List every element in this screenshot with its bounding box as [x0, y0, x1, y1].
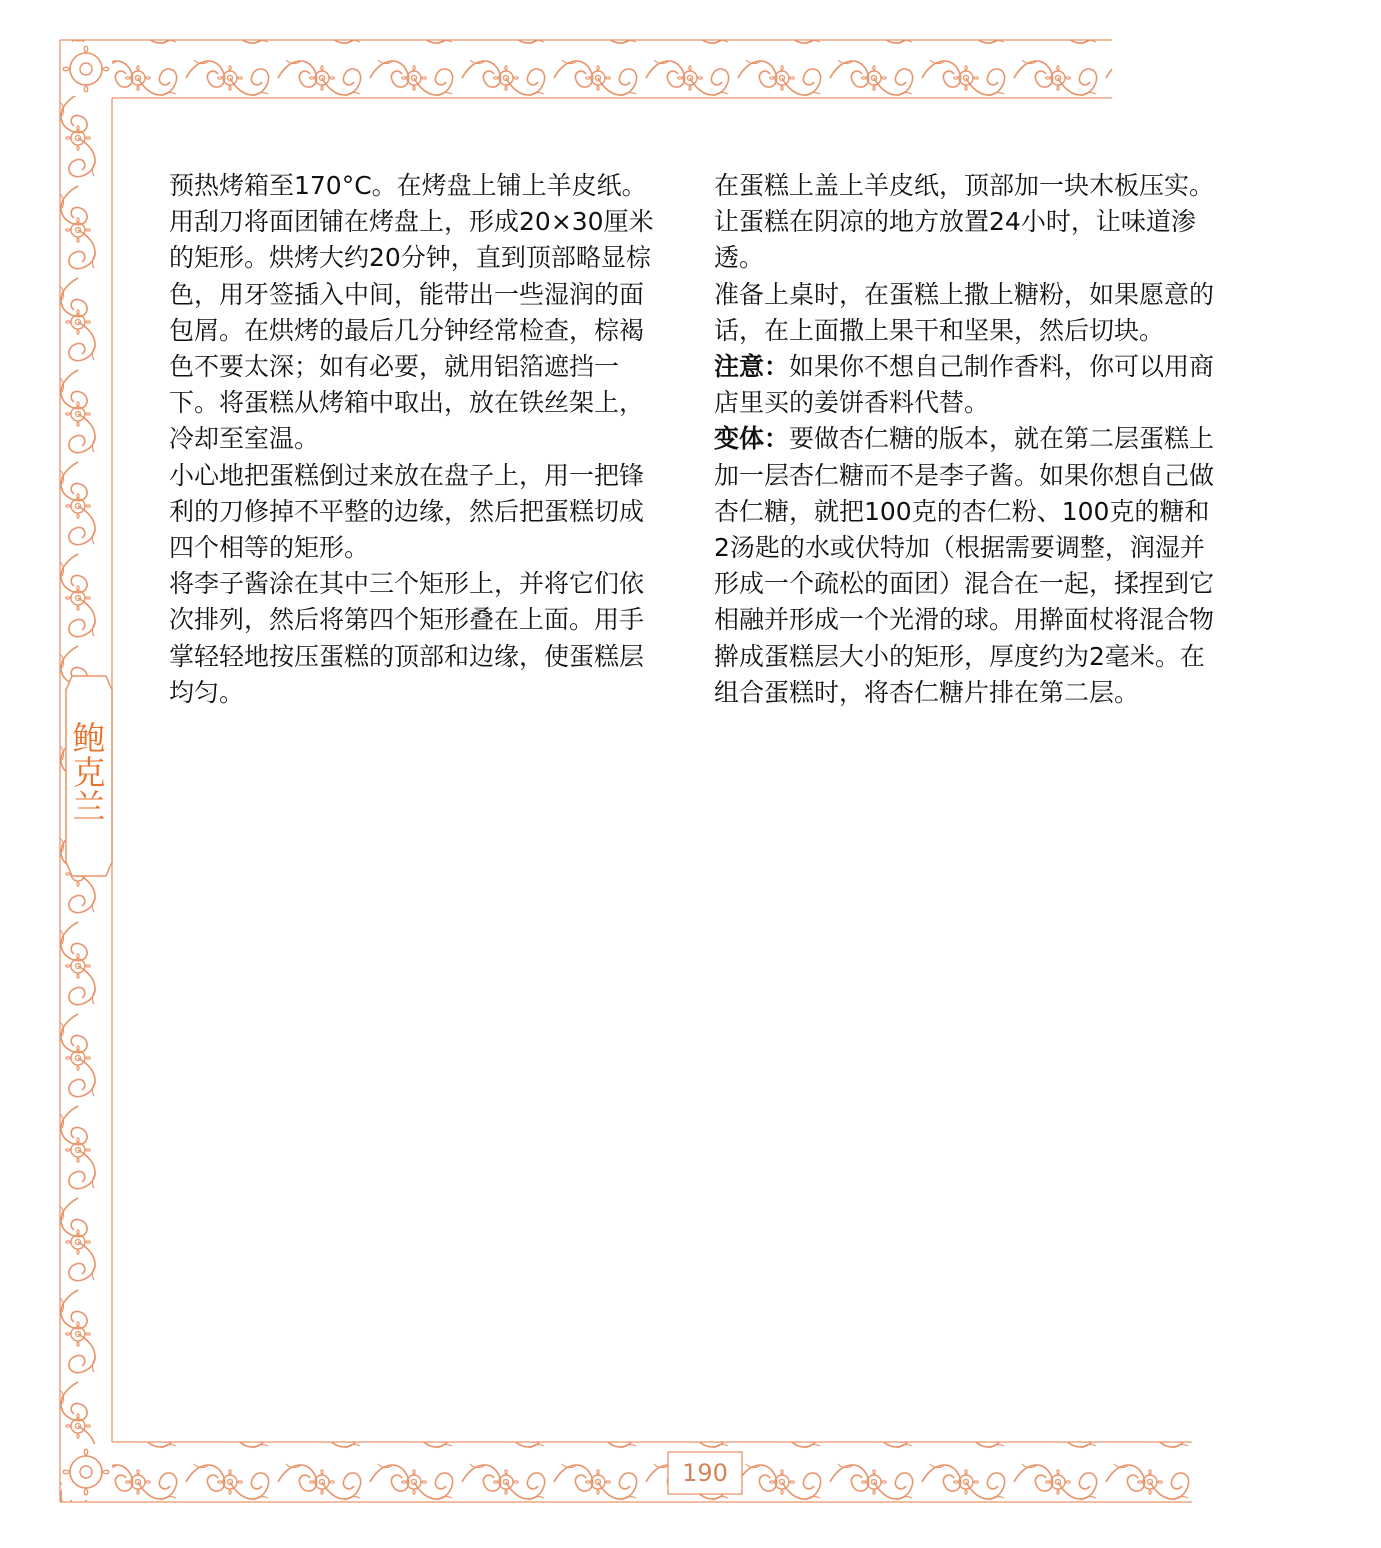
paragraph-serve: 准备上桌时，在蛋糕上撒上糖粉，如果愿意的话，在上面撒上果干和坚果，然后切块。: [714, 279, 1215, 345]
variant-label: 变体：: [714, 424, 790, 454]
paragraph-cut: 小心地把蛋糕倒过来放在盘子上，用一把锋利的刀修掉不平整的边缘，然后把蛋糕切成四个相等的矩形。: [169, 460, 645, 563]
note-paragraph: [714, 349, 1216, 421]
page-number: 190: [682, 1459, 728, 1487]
note-label: 注意：: [714, 352, 790, 382]
spine-title: 鲍克兰: [67, 721, 107, 823]
paragraph-preheat: 预热烤箱至170°C。在烤盘上铺上羊皮纸。: [169, 171, 647, 200]
right-text-column: [714, 168, 1216, 711]
paragraph-bake: 用刮刀将面团铺在烤盘上，形成20×30厘米的矩形。烘烤大约20分钟，直到顶部略显棕色，用牙签插入中间，能带出一些湿润的面包屑。在烘烤的最后几分钟经常检查，棕褐色不要太深；如有必要，就用铝箔遮挡一下。将蛋糕从烤箱中取出，放在铁丝架上，冷却至室温。: [169, 207, 654, 454]
variant-paragraph: [714, 421, 1216, 711]
paragraph-press: 在蛋糕上盖上羊皮纸，顶部加一块木板压实。让蛋糕在阴凉的地方放置24小时，让味道渗透。: [714, 171, 1215, 273]
paragraph-stack: 将李子酱涂在其中三个矩形上，并将它们依次排列，然后将第四个矩形叠在上面。用手掌轻轻地按压蛋糕的顶部和边缘，使蛋糕层均匀。: [169, 569, 645, 707]
top-ornament-band: [112, 40, 1112, 98]
left-text-column: [169, 168, 667, 711]
corner-rosette-top: [62, 42, 110, 96]
note-text: 如果你不想自己制作香料，你可以用商店里买的姜饼香料代替。: [714, 352, 1215, 418]
variant-text: 要做杏仁糖的版本，就在第二层蛋糕上加一层杏仁糖而不是李子酱。如果你想自己做杏仁糖，就把100克的杏仁粉、100克的糖和2汤匙的水或伏特加（根据需要调整，润湿并形成一个疏松的面团）混合在一起，揉捏到它相融并形成一个光滑的球。用擀面杖将混合物擀成蛋糕层大小的矩形，厚度约为2毫米。在组合蛋糕时，将杏仁糖片排在第二层。: [714, 424, 1215, 707]
bottom-ornament-band: [112, 1442, 1192, 1502]
corner-rosette-bottom: [62, 1444, 110, 1500]
